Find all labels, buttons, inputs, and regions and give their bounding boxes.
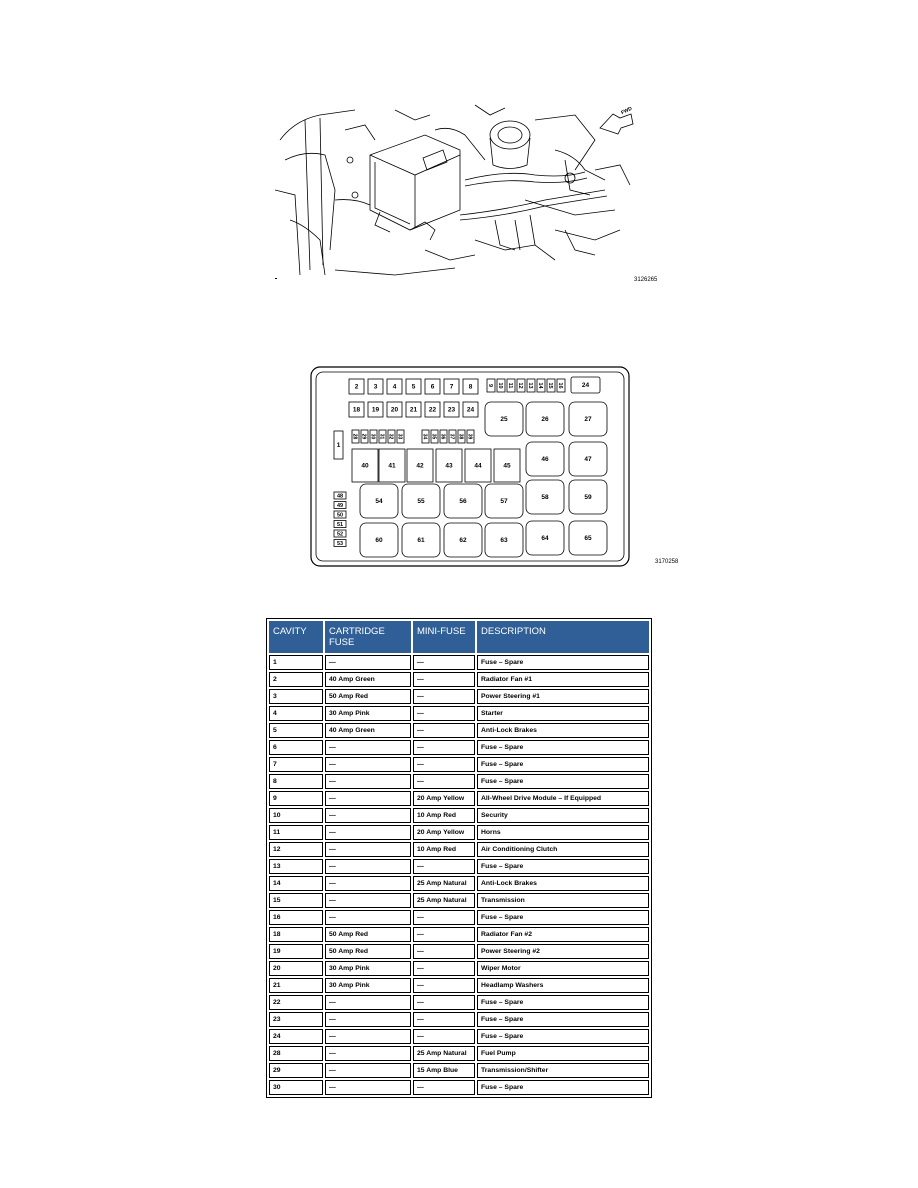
- cell-description: Fuse – Spare: [477, 757, 649, 772]
- fuse-slot-label: 52: [336, 531, 344, 538]
- fuse-slot-label: 33: [396, 433, 403, 440]
- fuse-slot-label: 23: [447, 406, 456, 414]
- fuse-slot-label: 49: [336, 503, 344, 509]
- cell-cartridge-fuse: —: [325, 1063, 411, 1078]
- table-row: [269, 1046, 649, 1061]
- fuse-slot-label: 44: [474, 462, 482, 470]
- cell-mini-fuse: —: [413, 1029, 475, 1044]
- fuse-slot-label: 20: [390, 406, 399, 414]
- cell-cavity: 12: [269, 842, 323, 857]
- cell-cartridge-fuse: 50 Amp Red: [325, 927, 411, 942]
- cell-description: Transmission: [477, 893, 649, 908]
- table-row: [269, 791, 649, 806]
- cell-cartridge-fuse: 40 Amp Green: [325, 723, 411, 738]
- header-description: DESCRIPTION: [477, 621, 649, 653]
- table-row: [269, 689, 649, 704]
- fuse-slot-label: 16: [557, 382, 563, 389]
- cell-description: Anti-Lock Brakes: [477, 723, 649, 738]
- cell-description: Anti-Lock Brakes: [477, 876, 649, 891]
- cell-cavity: 18: [269, 927, 323, 942]
- fuse-slot-label: 39: [466, 433, 473, 440]
- cell-cartridge-fuse: —: [325, 995, 411, 1010]
- cell-cavity: 7: [269, 757, 323, 772]
- cell-cartridge-fuse: 30 Amp Pink: [325, 978, 411, 993]
- fuse-slot-label: 28: [351, 433, 358, 440]
- fuse-slot-label: 56: [459, 498, 467, 505]
- cell-description: Fuse – Spare: [477, 1080, 649, 1095]
- cell-cavity: 13: [269, 859, 323, 874]
- fuse-slot-label: 3: [373, 383, 378, 391]
- cell-mini-fuse: —: [413, 927, 475, 942]
- fuse-slot-label: 35: [430, 433, 437, 440]
- fuse-slot-label: 6: [430, 383, 435, 391]
- table-row: [269, 978, 649, 993]
- fuse-slot-label: 51: [336, 522, 344, 528]
- fuse-slot-label: 37: [448, 433, 455, 440]
- fuse-slot-label: 2: [354, 383, 359, 391]
- fuse-table: [266, 618, 652, 1098]
- cell-cavity: 16: [269, 910, 323, 925]
- fuse-slot-label: 18: [352, 406, 361, 414]
- cell-cartridge-fuse: 30 Amp Pink: [325, 706, 411, 721]
- fuse-slot-label: 10: [497, 382, 503, 389]
- cell-cavity: 14: [269, 876, 323, 891]
- cell-cartridge-fuse: —: [325, 757, 411, 772]
- cell-mini-fuse: 25 Amp Natural: [413, 876, 475, 891]
- fuse-slot-label: 24: [466, 406, 475, 414]
- fwd-label: FWD: [620, 105, 634, 117]
- fuse-slot-label: 47: [584, 456, 592, 463]
- table-row: [269, 672, 649, 687]
- fuse-slot-label: 50: [336, 512, 344, 519]
- header-mini-fuse: MINI-FUSE: [413, 621, 475, 653]
- cell-mini-fuse: 25 Amp Natural: [413, 893, 475, 908]
- cell-description: Power Steering #2: [477, 944, 649, 959]
- table-row: [269, 706, 649, 721]
- fwd-arrow-icon: [600, 114, 633, 134]
- cell-cavity: 3: [269, 689, 323, 704]
- cell-cartridge-fuse: —: [325, 1046, 411, 1061]
- cell-cartridge-fuse: —: [325, 893, 411, 908]
- cell-cartridge-fuse: 40 Amp Green: [325, 672, 411, 687]
- cell-mini-fuse: —: [413, 1080, 475, 1095]
- cell-description: Air Conditioning Clutch: [477, 842, 649, 857]
- cell-mini-fuse: 20 Amp Yellow: [413, 825, 475, 840]
- cell-mini-fuse: —: [413, 706, 475, 721]
- fuse-slot-label: 40: [361, 462, 369, 470]
- cell-cavity: 22: [269, 995, 323, 1010]
- cell-cartridge-fuse: —: [325, 1012, 411, 1027]
- table-row: [269, 910, 649, 925]
- fuse-slot-label: 34: [421, 433, 428, 440]
- table-row: [269, 825, 649, 840]
- cell-mini-fuse: 20 Amp Yellow: [413, 791, 475, 806]
- cell-cavity: 20: [269, 961, 323, 976]
- header-cavity: CAVITY: [269, 621, 323, 653]
- cell-cartridge-fuse: —: [325, 808, 411, 823]
- fuse-box-layout: [310, 366, 630, 568]
- fuse-slot-label: 32: [387, 433, 394, 440]
- cell-mini-fuse: —: [413, 689, 475, 704]
- fuse-slot-label: 62: [459, 537, 467, 544]
- table-row: [269, 927, 649, 942]
- fuse-slot-label: 15: [547, 382, 553, 389]
- fuse-slot-label: 31: [378, 433, 385, 440]
- fuse-slot-label: 30: [369, 433, 376, 440]
- table-row: [269, 961, 649, 976]
- cell-cavity: 28: [269, 1046, 323, 1061]
- fuse-slot-label: 9: [487, 383, 493, 388]
- corner-mark: [275, 278, 277, 279]
- cell-description: Transmission/Shifter: [477, 1063, 649, 1078]
- table-row: [269, 1029, 649, 1044]
- fuse-slot-label: 54: [375, 498, 383, 505]
- engine-compartment-illustration: [275, 100, 658, 285]
- cell-cavity: 10: [269, 808, 323, 823]
- fuse-slot-label: 55: [417, 498, 425, 505]
- cell-description: Security: [477, 808, 649, 823]
- fuse-slot-label: 48: [336, 493, 344, 500]
- fuse-slot-label: 59: [584, 494, 592, 501]
- cell-mini-fuse: —: [413, 1012, 475, 1027]
- cell-cartridge-fuse: —: [325, 655, 411, 670]
- fuse-slot-label: 19: [371, 406, 380, 414]
- fuse-slot-label: 4: [392, 383, 397, 391]
- cell-mini-fuse: —: [413, 672, 475, 687]
- table-row: [269, 1063, 649, 1078]
- cell-cartridge-fuse: —: [325, 1080, 411, 1095]
- cell-cavity: 15: [269, 893, 323, 908]
- fuse-slot-label: 5: [411, 383, 416, 391]
- fuse-slot-label: 60: [375, 537, 383, 544]
- cell-description: Headlamp Washers: [477, 978, 649, 993]
- cell-mini-fuse: 25 Amp Natural: [413, 1046, 475, 1061]
- cell-cavity: 24: [269, 1029, 323, 1044]
- header-cartridge-fuse: CARTRIDGE FUSE: [325, 621, 411, 653]
- fuse-slot-label: 65: [584, 535, 592, 542]
- fuse-slot-label: 1: [336, 442, 341, 449]
- cell-description: Wiper Motor: [477, 961, 649, 976]
- fuse-slot-label: 12: [517, 382, 523, 389]
- cell-cartridge-fuse: —: [325, 876, 411, 891]
- cell-mini-fuse: —: [413, 655, 475, 670]
- fuse-slot-label: 57: [500, 498, 508, 505]
- cell-cavity: 9: [269, 791, 323, 806]
- fuse-slot-label: 43: [445, 462, 453, 470]
- fuse-slot-label: 36: [439, 433, 446, 440]
- cell-cartridge-fuse: —: [325, 910, 411, 925]
- table-row: [269, 774, 649, 789]
- fuse-slot-label: 45: [503, 462, 511, 470]
- table-header-row: [269, 621, 649, 653]
- cell-mini-fuse: —: [413, 774, 475, 789]
- table-row: [269, 808, 649, 823]
- figure-code-2: 3170258: [655, 559, 679, 565]
- table-row: [269, 1080, 649, 1095]
- fuse-slot-label: 61: [417, 537, 425, 544]
- cell-mini-fuse: —: [413, 978, 475, 993]
- cell-mini-fuse: —: [413, 944, 475, 959]
- cell-description: Radiator Fan #1: [477, 672, 649, 687]
- cell-cartridge-fuse: —: [325, 774, 411, 789]
- cell-description: Starter: [477, 706, 649, 721]
- cell-cartridge-fuse: 50 Amp Red: [325, 689, 411, 704]
- cell-description: Fuel Pump: [477, 1046, 649, 1061]
- cell-description: Fuse – Spare: [477, 859, 649, 874]
- figure-code-1: 3126265: [634, 277, 658, 283]
- cell-mini-fuse: 15 Amp Blue: [413, 1063, 475, 1078]
- table-row: [269, 723, 649, 738]
- cell-mini-fuse: —: [413, 757, 475, 772]
- cell-cavity: 5: [269, 723, 323, 738]
- cell-description: Horns: [477, 825, 649, 840]
- table-row: [269, 655, 649, 670]
- table-row: [269, 995, 649, 1010]
- cell-cavity: 23: [269, 1012, 323, 1027]
- cell-mini-fuse: —: [413, 859, 475, 874]
- fuse-slot-label: 13: [527, 382, 533, 389]
- fuse-slot-label: 29: [360, 433, 367, 440]
- cell-description: Fuse – Spare: [477, 1029, 649, 1044]
- cell-description: Fuse – Spare: [477, 1012, 649, 1027]
- table-row: [269, 842, 649, 857]
- fuse-slot-label: 46: [541, 456, 549, 463]
- cell-cartridge-fuse: 50 Amp Red: [325, 944, 411, 959]
- cell-mini-fuse: —: [413, 961, 475, 976]
- cell-cartridge-fuse: —: [325, 842, 411, 857]
- fuse-slot-label: 41: [388, 462, 396, 470]
- table-row: [269, 859, 649, 874]
- cell-cavity: 29: [269, 1063, 323, 1078]
- table-row: [269, 740, 649, 755]
- cell-description: Fuse – Spare: [477, 910, 649, 925]
- cell-cavity: 6: [269, 740, 323, 755]
- fuse-box-diagram: [310, 366, 630, 568]
- cell-description: Fuse – Spare: [477, 995, 649, 1010]
- fuse-slot-label: 14: [537, 382, 543, 389]
- fuse-slot-label: 7: [449, 383, 454, 391]
- fuse-slot-label: 63: [500, 537, 508, 544]
- fuse-slot-label: 24: [581, 382, 590, 389]
- cell-cavity: 8: [269, 774, 323, 789]
- fuse-slot-label: 53: [336, 541, 344, 547]
- cell-cavity: 19: [269, 944, 323, 959]
- fuse-slot-label: 11: [507, 382, 513, 389]
- fuse-slot-label: 25: [500, 416, 508, 423]
- table-row: [269, 757, 649, 772]
- fuse-slot-label: 8: [468, 383, 473, 391]
- cell-cartridge-fuse: —: [325, 1029, 411, 1044]
- cell-mini-fuse: —: [413, 995, 475, 1010]
- cell-cavity: 4: [269, 706, 323, 721]
- cell-description: Fuse – Spare: [477, 740, 649, 755]
- cell-cavity: 30: [269, 1080, 323, 1095]
- cell-cavity: 1: [269, 655, 323, 670]
- fuse-slot-label: 27: [584, 416, 592, 423]
- cell-cartridge-fuse: 30 Amp Pink: [325, 961, 411, 976]
- fuse-slot-label: 42: [416, 462, 424, 470]
- fuse-slot-label: 26: [541, 416, 549, 423]
- table-row: [269, 944, 649, 959]
- cell-cartridge-fuse: —: [325, 825, 411, 840]
- table-row: [269, 893, 649, 908]
- fuse-slot-label: 38: [457, 433, 464, 440]
- cell-mini-fuse: 10 Amp Red: [413, 808, 475, 823]
- cell-cavity: 21: [269, 978, 323, 993]
- cell-description: Fuse – Spare: [477, 774, 649, 789]
- cell-cavity: 2: [269, 672, 323, 687]
- cell-mini-fuse: —: [413, 910, 475, 925]
- cell-mini-fuse: —: [413, 723, 475, 738]
- cell-description: Radiator Fan #2: [477, 927, 649, 942]
- fuse-slot-label: 58: [541, 494, 549, 501]
- cell-description: Fuse – Spare: [477, 655, 649, 670]
- fuse-slot-label: 21: [409, 406, 418, 414]
- cell-mini-fuse: —: [413, 740, 475, 755]
- fuse-slot-label: 64: [541, 535, 549, 542]
- cell-description: Power Steering #1: [477, 689, 649, 704]
- fuse-slot-label: 22: [428, 406, 437, 414]
- cell-cavity: 11: [269, 825, 323, 840]
- cell-mini-fuse: 10 Amp Red: [413, 842, 475, 857]
- cell-cartridge-fuse: —: [325, 791, 411, 806]
- table-row: [269, 876, 649, 891]
- table-row: [269, 1012, 649, 1027]
- engine-line-drawing: [275, 100, 640, 285]
- cell-description: All-Wheel Drive Module – If Equipped: [477, 791, 649, 806]
- cell-cartridge-fuse: —: [325, 859, 411, 874]
- cell-cartridge-fuse: —: [325, 740, 411, 755]
